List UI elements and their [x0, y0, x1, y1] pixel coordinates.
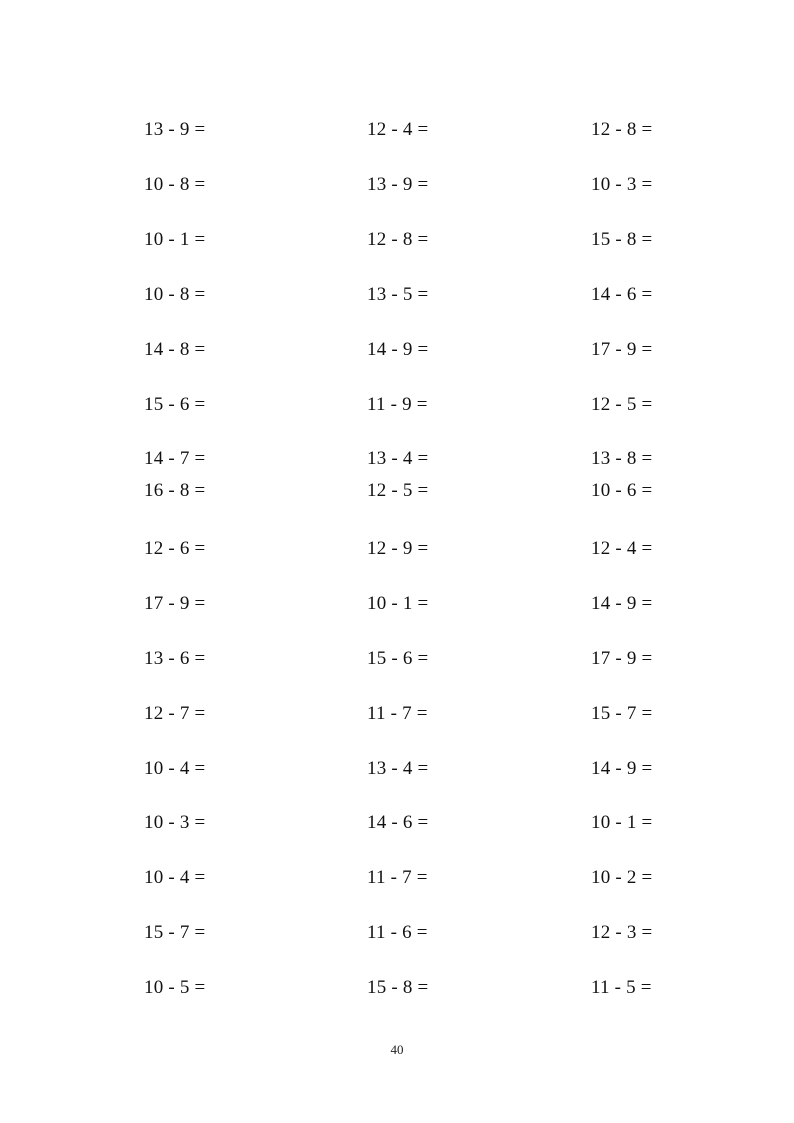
- problem: 15 - 8 =: [591, 229, 653, 250]
- problem: 12 - 9 =: [367, 538, 429, 559]
- problem: 10 - 4 =: [144, 867, 206, 888]
- problem: 14 - 9 =: [591, 593, 653, 614]
- problem: 17 - 9 =: [591, 648, 653, 669]
- problem: 13 - 6 =: [144, 648, 206, 669]
- problem: 15 - 7 =: [144, 922, 206, 943]
- problem: 10 - 6 =: [591, 480, 653, 501]
- problem: 14 - 9 =: [367, 339, 429, 360]
- problem: 11 - 6 =: [367, 922, 428, 943]
- problem: 14 - 7 =: [144, 448, 206, 469]
- problem: 12 - 8 =: [367, 229, 429, 250]
- problem: 13 - 8 =: [591, 448, 653, 469]
- problem: 15 - 6 =: [144, 394, 206, 415]
- problem: 10 - 1 =: [591, 812, 653, 833]
- problem: 12 - 4 =: [591, 538, 653, 559]
- problem: 11 - 9 =: [367, 394, 428, 415]
- problem: 12 - 5 =: [591, 394, 653, 415]
- problem: 10 - 1 =: [367, 593, 429, 614]
- problem: 10 - 8 =: [144, 284, 206, 305]
- problem: 15 - 6 =: [367, 648, 429, 669]
- problem: 14 - 6 =: [367, 812, 429, 833]
- problem: 12 - 8 =: [591, 119, 653, 140]
- problem: 11 - 5 =: [591, 977, 652, 998]
- problem: 14 - 9 =: [591, 758, 653, 779]
- problem: 13 - 9 =: [367, 174, 429, 195]
- problem: 14 - 6 =: [591, 284, 653, 305]
- problem: 13 - 9 =: [144, 119, 206, 140]
- problem: 10 - 3 =: [144, 812, 206, 833]
- problem: 12 - 3 =: [591, 922, 653, 943]
- problem: 16 - 8 =: [144, 480, 206, 501]
- problem: 15 - 8 =: [367, 977, 429, 998]
- problem: 13 - 4 =: [367, 448, 429, 469]
- problem: 10 - 8 =: [144, 174, 206, 195]
- problem: 12 - 5 =: [367, 480, 429, 501]
- problem: 15 - 7 =: [591, 703, 653, 724]
- problem: 12 - 4 =: [367, 119, 429, 140]
- problem: 10 - 1 =: [144, 229, 206, 250]
- problem: 14 - 8 =: [144, 339, 206, 360]
- problem: 17 - 9 =: [591, 339, 653, 360]
- problem: 10 - 5 =: [144, 977, 206, 998]
- problem: 11 - 7 =: [367, 867, 428, 888]
- problem: 10 - 4 =: [144, 758, 206, 779]
- page-number: 40: [390, 1042, 404, 1057]
- problem: 11 - 7 =: [367, 703, 428, 724]
- problem: 13 - 4 =: [367, 758, 429, 779]
- problem: 13 - 5 =: [367, 284, 429, 305]
- problem: 10 - 3 =: [591, 174, 653, 195]
- problem: 12 - 6 =: [144, 538, 206, 559]
- problem: 10 - 2 =: [591, 867, 653, 888]
- problem: 17 - 9 =: [144, 593, 206, 614]
- problem: 12 - 7 =: [144, 703, 206, 724]
